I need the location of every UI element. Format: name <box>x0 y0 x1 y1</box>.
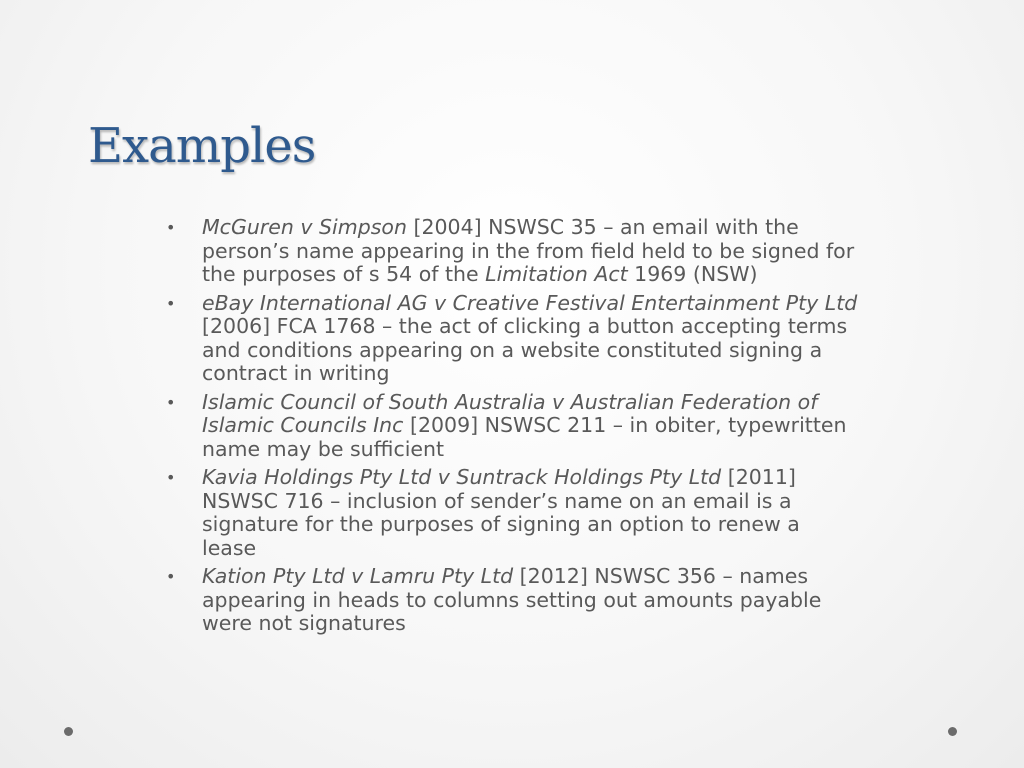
list-item <box>160 466 860 560</box>
case-name: Kation Pty Ltd v Lamru Pty Ltd <box>202 564 514 588</box>
bullet-list <box>160 216 860 641</box>
case-description: [2011] NSWSC 716 – inclusion of sender’s name on an email is a signature for the purposes of signing an option to renew a lease <box>202 465 800 560</box>
list-item <box>160 216 860 287</box>
bullet-icon: • <box>166 468 176 487</box>
case-description: [2006] FCA 1768 – the act of clicking a button accepting terms and conditions appearing on a website constituted signing a contract in writing <box>202 314 848 385</box>
list-item <box>160 565 860 636</box>
right-corner-dot-icon <box>948 727 957 736</box>
case-description: [2012] NSWSC 356 – names appearing in heads to columns setting out amounts payable were not signatures <box>202 564 822 635</box>
case-name: Kavia Holdings Pty Ltd v Suntrack Holdings Pty Ltd <box>202 465 722 489</box>
slide-title: Examples <box>88 118 316 174</box>
case-description: [2004] NSWSC 35 – an email with the person’s name appearing in the from field held to be signed for the purposes of s 54 of the <box>202 215 855 286</box>
case-name: eBay International AG v Creative Festival Entertainment Pty Ltd <box>202 290 858 315</box>
left-corner-dot-icon <box>64 727 73 736</box>
case-name: Islamic Council of South Australia v Australian Federation of Islamic Councils Inc <box>202 389 818 437</box>
bullet-icon: • <box>166 567 176 586</box>
list-item <box>160 391 860 462</box>
bullet-icon: • <box>166 293 176 313</box>
case-description-end: 1969 (NSW) <box>627 262 758 286</box>
bullet-icon: • <box>166 392 176 412</box>
list-item <box>160 292 860 386</box>
act-name: Limitation Act <box>485 262 628 286</box>
case-name: McGuren v Simpson <box>202 215 407 239</box>
bullet-icon: • <box>166 218 176 237</box>
case-description: [2009] NSWSC 211 – in obiter, typewritten name may be sufficient <box>202 413 847 461</box>
